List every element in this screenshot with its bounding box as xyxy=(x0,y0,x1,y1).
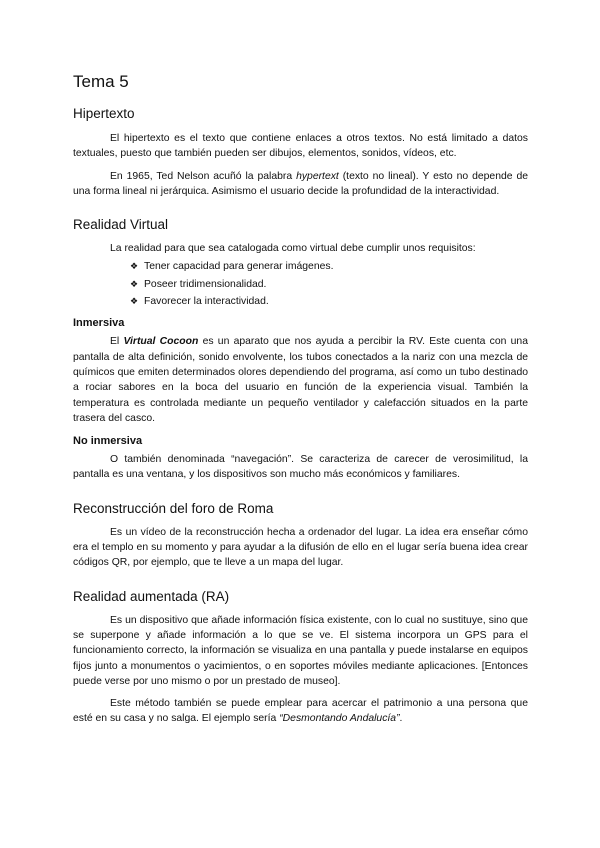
page-title: Tema 5 xyxy=(73,72,129,91)
heading-realidad-virtual: Realidad Virtual xyxy=(73,217,169,233)
list-item xyxy=(130,293,528,310)
list-item xyxy=(130,258,528,275)
paragraph-realidad-aumentada-1: Es un dispositivo que añade información física existente, con lo cual no sustituye, sino que se superpone y añade información a lo que se ve. El sistema incorpora un GPS para el funcionamiento correcto, la información se visualiza en una pantalla y puede instalarse en equipos fijos junto a monumentos o yacimientos, o en soportes móviles mediante aplicaciones. [Entonces puede verse por uno mismo o por un prestado de museo]. xyxy=(73,614,528,687)
list-item-text: Tener capacidad para generar imágenes. xyxy=(144,261,334,273)
paragraph-realidad-virtual-intro: La realidad para que sea catalogada como virtual debe cumplir unos requisitos: xyxy=(110,243,476,255)
paragraph-foro-roma: Es un vídeo de la reconstrucción hecha a ordenador del lugar. La idea era enseñar cómo era el templo en su momento y para ayudar a la difusión de ello en el lugar sería buena idea crear códigos QR, por ejemplo, que te lleve a un mapa del lugar. xyxy=(73,526,528,569)
list-item-text: Poseer tridimensionalidad. xyxy=(144,278,267,290)
text-run: Este método también se puede emplear para acercar el patrimonio a una persona que esté en su casa y no salga. El ejemplo sería xyxy=(73,698,528,725)
paragraph-realidad-aumentada-2 xyxy=(73,696,528,727)
text-run: es un aparato que nos ayuda a percibir la RV. Este cuenta con una pantalla de alta definición, sonido envolvente, los tubos conectados a la nariz con una mezcla de químicos que emiten determinados olores dependiendo del programa, así como un tubo destinado a rociar sabores en la boca del usuario en función de la experiencia visual. También la temperatura es controlada mediante un pequeño ventilador y calefacción situados en la parte trasera del casco. xyxy=(73,336,528,424)
paragraph-inmersiva xyxy=(73,334,528,426)
diamond-bullet-icon: ❖ xyxy=(130,278,139,289)
term-hypertext: hypertext xyxy=(296,170,339,182)
subheading-no-inmersiva: No inmersiva xyxy=(73,435,143,448)
list-item xyxy=(130,276,528,293)
paragraph-hipertexto-1: El hipertexto es el texto que contiene enlaces a otros textos. No está limitado a datos textuales, puesto que también pueden ser dibujos, elementos, sonidos, vídeos, etc. xyxy=(73,133,528,160)
paragraph-hipertexto-2 xyxy=(73,169,528,200)
requirements-list xyxy=(73,258,528,310)
paragraph-no-inmersiva: O también denominada “navegación”. Se caracteriza de carecer de verosimilitud, la pantalla es una ventana, y los dispositivos son mucho más económicos y familiares. xyxy=(73,454,528,481)
list-item-text: Favorecer la interactividad. xyxy=(144,296,269,308)
subheading-inmersiva: Inmersiva xyxy=(73,317,125,330)
text-run: (texto no lineal). Y esto no depende de una forma lineal ni jerárquica. Asimismo el usuario decide la profundidad de la interactividad. xyxy=(73,170,529,197)
term-virtual-cocoon: Virtual Cocoon xyxy=(123,336,199,348)
heading-foro-roma: Reconstrucción del foro de Roma xyxy=(73,500,274,516)
document-content xyxy=(73,72,528,727)
heading-realidad-aumentada: Realidad aumentada (RA) xyxy=(73,588,230,604)
diamond-bullet-icon: ❖ xyxy=(130,296,139,307)
heading-hipertexto: Hipertexto xyxy=(73,106,135,121)
text-run: El xyxy=(110,336,124,348)
text-run: En 1965, Ted Nelson acuñó la palabra xyxy=(110,170,297,182)
term-desmontando-andalucia: “Desmontando Andalucía” xyxy=(279,713,400,725)
diamond-bullet-icon: ❖ xyxy=(130,261,139,272)
text-run: . xyxy=(399,713,403,725)
